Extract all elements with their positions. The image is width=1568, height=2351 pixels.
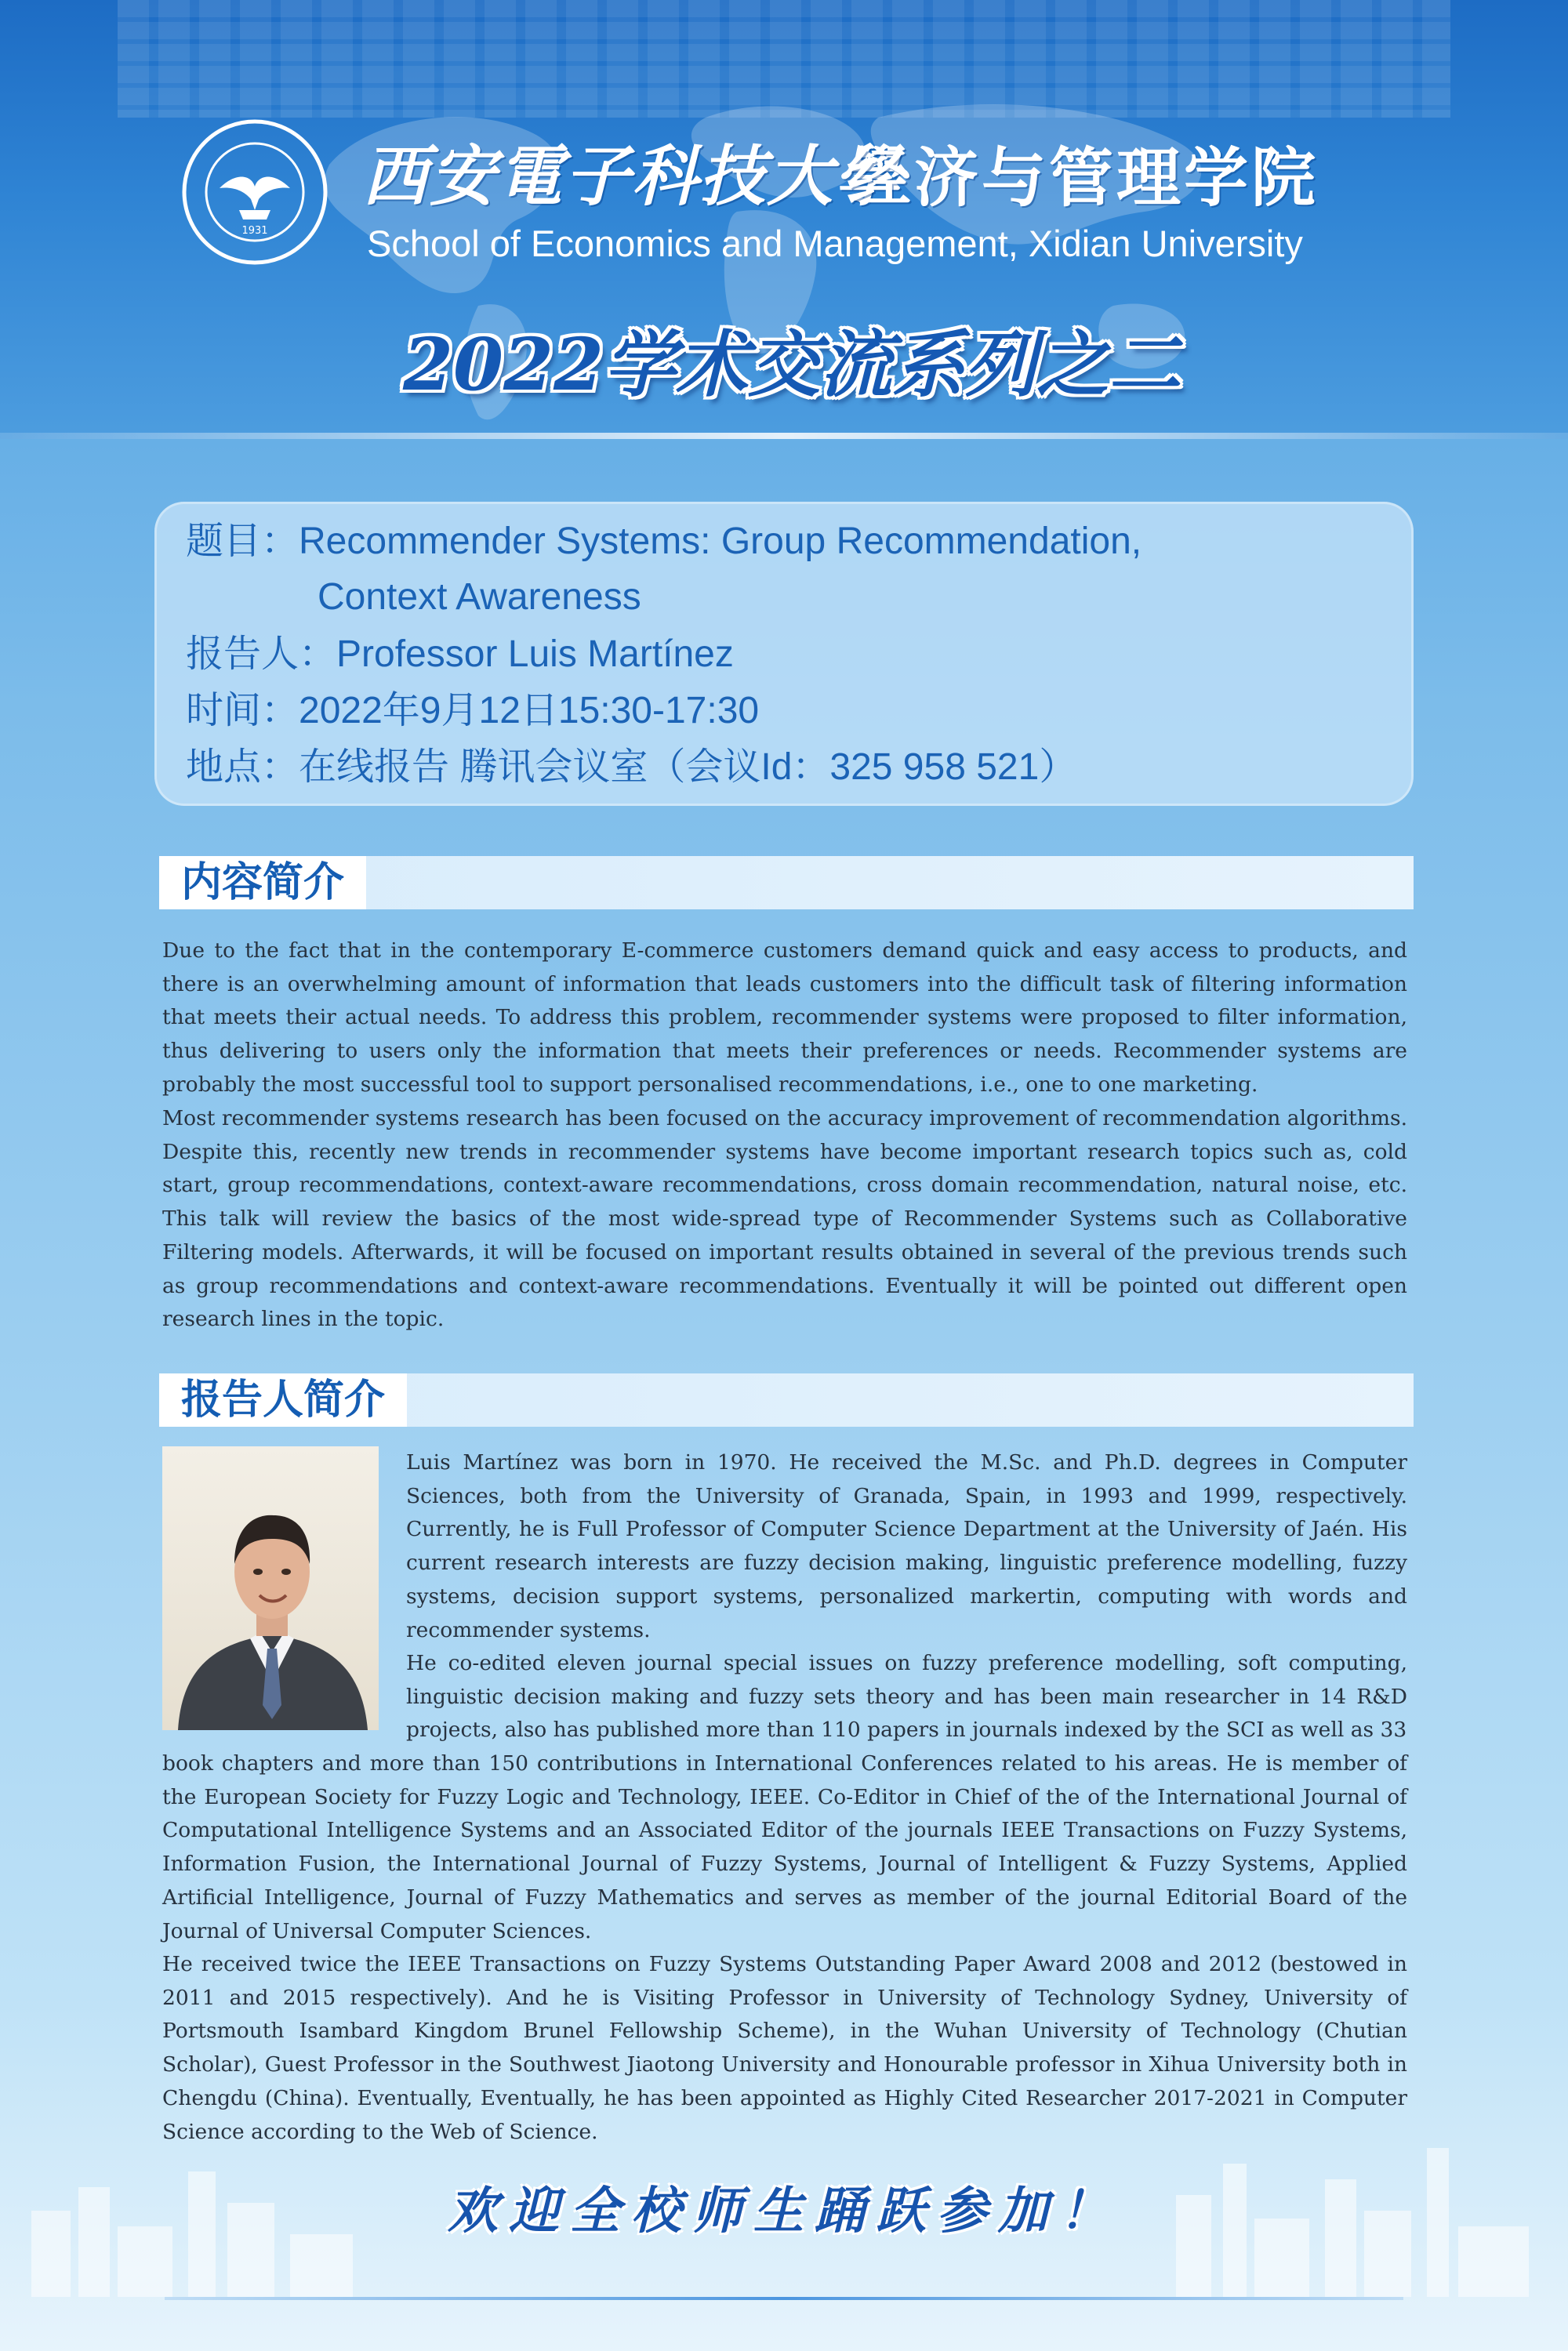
place-label: 地点： — [186, 745, 299, 789]
bio-section-bar — [159, 1373, 1414, 1427]
welcome-slogan: 欢迎全校师生踊跃参加！ — [448, 2182, 1120, 2240]
abstract-section-bar — [159, 856, 1414, 909]
bio-paragraph-1: Luis Martínez was born in 1970. He received the M.Sc. and Ph.D. degrees in Computer Sciences, both from the University of Granada, Spain, in 1993 and 1999, respectively. Currently, he is Full Professor of Computer Science Department at the University of Jaén. His current research interests are fuzzy decision making, linguistic preference modelling, fuzzy systems, decision support systems, personalized markertin, computing with words and recommender systems. — [406, 1450, 1407, 1642]
talk-title: Recommender Systems: Group Recommendation, — [299, 521, 1142, 562]
talk-title-line1 — [186, 513, 1142, 570]
footer-divider — [165, 2297, 1403, 2300]
talk-title-line2: Context Awareness — [318, 576, 641, 618]
header-banner — [0, 0, 1568, 439]
seal-year: 1931 — [241, 225, 268, 237]
series-title: 2022学术交流系列之二 — [402, 322, 1181, 407]
speaker-label: 报告人： — [186, 632, 337, 676]
university-name-cn: 西安電子科技大學 — [362, 137, 902, 215]
talk-time: 2022年9月12日15:30-17:30 — [299, 690, 760, 731]
talk-info-box — [154, 502, 1414, 806]
talk-place: 在线报告 腾讯会议室（会议Id：325 958 521） — [299, 746, 1077, 788]
speaker-line — [186, 626, 734, 683]
abstract-paragraph-1: Due to the fact that in the contemporary E-commerce customers demand quick and easy access to products, and there is an overwhelming amount of information that leads customers into the difficult task of filtering information that meets their actual needs. To address this problem, recommender systems were proposed to filter information, thus delivering to users only the information that meets their preferences or needs. Recommender systems are probably the most successful tool to support personalised recommendations, i.e., one to one marketing. — [162, 938, 1407, 1097]
abstract-paragraph-2: Most recommender systems research has been focused on the accuracy improvement of recommendation algorithms. Despite this, recently new trends in recommender systems have become important research topics such as, cold start, group recommendations, context-aware recommendations, cross domain recommendation, natural noise, etc. This talk will review the basics of the most wide-spread type of Recommender Systems such as Collaborative Filtering models. Afterwards, it will be focused on important results obtained in several of the previous trends such as group recommendations and context-aware recommendations. Eventually it will be pointed out different open research lines in the topic. — [162, 1106, 1407, 1332]
bio-paragraph-2-side: He co-edited eleven journal special issues on fuzzy preference modelling, soft computing, linguistic decision making and fuzzy sets theory and has been main researcher in 14 R&D projects, also has published more than 110 papers in journals indexed by the SCI as well as 33 — [406, 1651, 1407, 1743]
school-name-en: School of Economics and Management, Xidian University — [367, 223, 1303, 264]
university-seal-icon — [180, 118, 329, 267]
time-line — [186, 682, 759, 739]
abstract-heading: 内容简介 — [159, 856, 366, 909]
title-label: 题目： — [186, 519, 299, 563]
place-line — [186, 738, 1076, 796]
time-label: 时间： — [186, 688, 299, 732]
bio-paragraph-3: He received twice the IEEE Transactions on Fuzzy Systems Outstanding Paper Award 2008 and 2012 (bestowed in 2011 and 2015 respectively). And he is Visiting Professor in University of Technology Sydney, University of Portsmouth Isambard Kingdom Brunel Fellowship Scheme), in the Wuhan University of Technology (Chutian Scholar), Guest Professor in the Southwest Jiaotong University and Honourable professor in Xihua University both in Chengdu (China). Eventually, Eventually, he has been appointed as Highly Cited Researcher 2017-2021 in Computer Science according to the Web of Science. — [162, 1952, 1407, 2144]
bio-heading: 报告人简介 — [159, 1373, 407, 1427]
speaker-portrait-icon — [162, 1446, 379, 1730]
speaker-name: Professor Luis Martínez — [336, 633, 734, 675]
school-name-cn: 经济与管理学院 — [847, 141, 1319, 216]
bio-paragraph-2: book chapters and more than 150 contributions in International Conferences related to his areas. He is member of the European Society for Fuzzy Logic and Technology, IEEE. Co-Editor in Chief of the of the International Journal of Computational Intelligence Systems and an Associated Editor of the journals IEEE Transactions on Fuzzy Systems, Information Fusion, the International Journal of Fuzzy Systems, Journal of Intelligent & Fuzzy Systems, Applied Artificial Intelligence, Journal of Fuzzy Mathematics and serves as member of the journal Editorial Board of the Journal of Universal Computer Sciences. — [162, 1751, 1407, 1943]
header-divider — [0, 433, 1568, 439]
